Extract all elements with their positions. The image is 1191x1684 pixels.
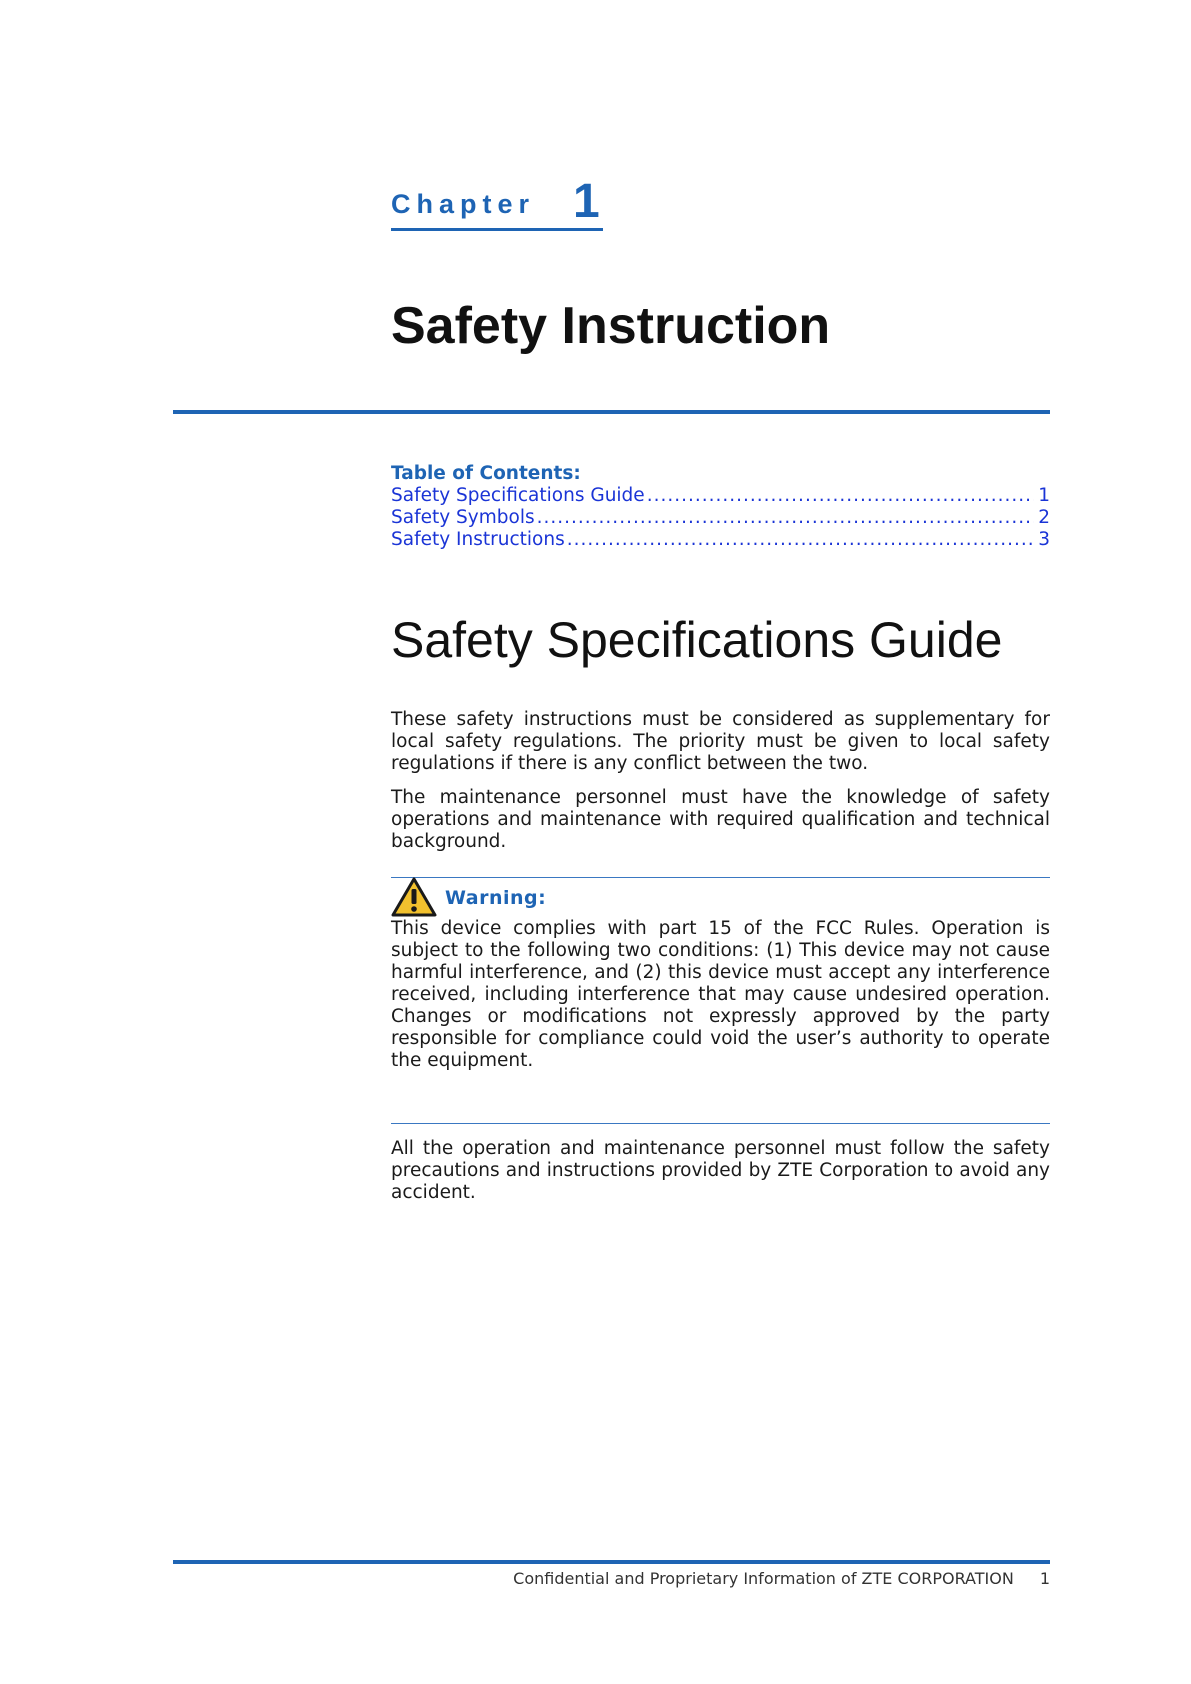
toc-entry-label[interactable]: Safety Symbols <box>391 507 535 528</box>
toc-entry-page[interactable]: 1 <box>1038 485 1050 506</box>
toc-entry-safety-symbols[interactable] <box>391 507 1050 529</box>
toc-heading: Table of Contents: <box>391 463 581 484</box>
warning-header <box>391 876 546 918</box>
chapter-label: Chapter <box>391 189 536 219</box>
chapter-heading <box>391 168 603 231</box>
toc-leader-dots <box>537 507 1035 529</box>
closing-paragraph: All the operation and maintenance personnel must follow the safety precautions and instructions provided by ZTE Corporation to avoid any accident. <box>391 1138 1050 1203</box>
chapter-title: Safety Instruction <box>391 297 831 355</box>
footer <box>173 1569 1050 1588</box>
toc-entry-page[interactable]: 2 <box>1038 507 1050 528</box>
toc-leader-dots <box>647 485 1035 507</box>
toc-entry-label[interactable]: Safety Specifications Guide <box>391 485 645 506</box>
toc-leader-dots <box>567 529 1035 551</box>
warning-bottom-divider <box>391 1123 1050 1124</box>
warning-text: This device complies with part 15 of the FCC Rules. Operation is subject to the following two conditions: (1) This device may not cause harmful interference, and (2) this device must accept any interference received, including interference that may cause undesired operation. Changes or modifications not expressly approved by the party responsible for compliance could void the user’s authority to operate the equipment. <box>391 918 1050 1071</box>
warning-triangle-icon <box>391 877 437 917</box>
chapter-divider <box>173 410 1050 414</box>
toc-entry-safety-instructions[interactable] <box>391 529 1050 551</box>
chapter-number: 1 <box>573 175 600 228</box>
footer-divider <box>173 1560 1050 1564</box>
section-title: Safety Specifications Guide <box>391 612 1003 668</box>
intro-paragraph: These safety instructions must be considered as supplementary for local safety regulations. The priority must be given to local safety regulations if there is any conflict between the two. <box>391 709 1050 774</box>
personnel-paragraph: The maintenance personnel must have the knowledge of safety operations and maintenance with required qualification and technical background. <box>391 787 1050 852</box>
toc-entry-safety-specifications-guide[interactable] <box>391 485 1050 507</box>
footer-confidential-text: Confidential and Proprietary Information of ZTE CORPORATION <box>513 1569 1014 1588</box>
warning-label: Warning: <box>445 887 547 909</box>
table-of-contents <box>391 463 1050 551</box>
toc-entry-label[interactable]: Safety Instructions <box>391 529 565 550</box>
footer-page-number: 1 <box>1039 1569 1050 1588</box>
toc-entry-page[interactable]: 3 <box>1038 529 1050 550</box>
